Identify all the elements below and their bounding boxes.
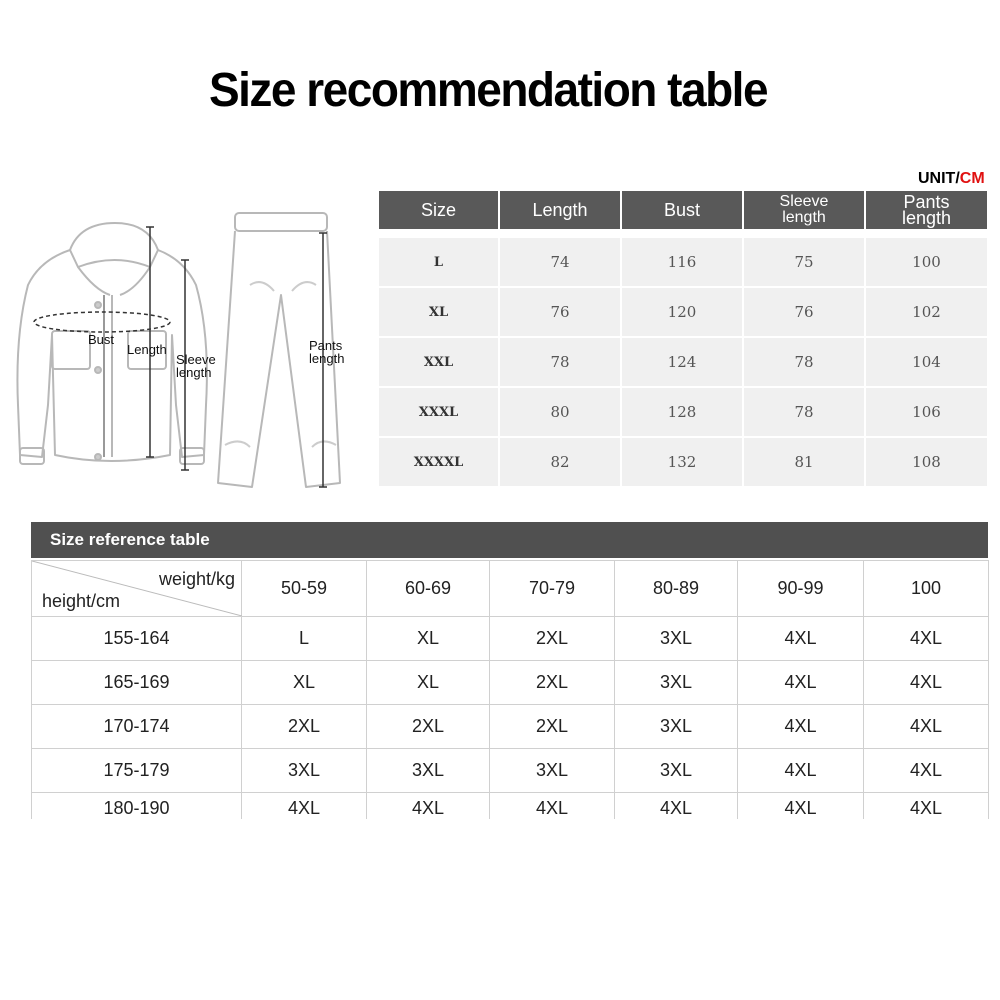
recommended-size-cell: 4XL bbox=[490, 793, 615, 820]
page-title: Size recommendation table bbox=[208, 61, 768, 117]
weight-header-cell: 50-59 bbox=[242, 561, 367, 617]
recommended-size-cell: 4XL bbox=[864, 705, 989, 749]
size-cell: L bbox=[379, 238, 498, 286]
length-label: Length bbox=[127, 342, 167, 357]
measure-cell: 76 bbox=[500, 288, 620, 336]
measurement-table bbox=[379, 191, 987, 486]
measure-cell: 100 bbox=[866, 238, 987, 286]
measure-cell: 81 bbox=[744, 438, 864, 486]
weight-header-cell: 70-79 bbox=[490, 561, 615, 617]
recommended-size-cell: L bbox=[242, 617, 367, 661]
recommended-size-cell: XL bbox=[242, 661, 367, 705]
height-cell: 155-164 bbox=[32, 617, 242, 661]
size-cell: XL bbox=[379, 288, 498, 336]
measurement-row bbox=[379, 338, 987, 386]
header-sleeve-length: Sleeve length bbox=[744, 191, 864, 229]
recommended-size-cell: 2XL bbox=[367, 705, 490, 749]
recommended-size-cell: 4XL bbox=[864, 661, 989, 705]
recommended-size-cell: 3XL bbox=[490, 749, 615, 793]
recommended-size-cell: 2XL bbox=[490, 617, 615, 661]
measure-cell: 78 bbox=[744, 388, 864, 436]
recommended-size-cell: 2XL bbox=[242, 705, 367, 749]
size-cell: XXL bbox=[379, 338, 498, 386]
clothing-diagram bbox=[0, 205, 380, 505]
header-pants-length: Pants length bbox=[866, 191, 987, 229]
measure-cell: 120 bbox=[622, 288, 742, 336]
recommended-size-cell: 2XL bbox=[490, 661, 615, 705]
measure-cell: 106 bbox=[866, 388, 987, 436]
reference-row bbox=[32, 749, 989, 793]
pants-label-1: Pants bbox=[309, 338, 343, 353]
measure-cell: 102 bbox=[866, 288, 987, 336]
measure-cell: 78 bbox=[500, 338, 620, 386]
measure-cell: 76 bbox=[744, 288, 864, 336]
header-bust: Bust bbox=[622, 191, 742, 229]
reference-table-title: Size reference table bbox=[31, 522, 988, 558]
recommended-size-cell: XL bbox=[367, 661, 490, 705]
measure-cell: 132 bbox=[622, 438, 742, 486]
recommended-size-cell: 4XL bbox=[738, 661, 864, 705]
recommended-size-cell: 3XL bbox=[615, 661, 738, 705]
recommended-size-cell: 4XL bbox=[242, 793, 367, 820]
unit-label bbox=[918, 170, 985, 188]
measure-cell: 82 bbox=[500, 438, 620, 486]
header-length: Length bbox=[500, 191, 620, 229]
recommended-size-cell: 2XL bbox=[490, 705, 615, 749]
measurement-row bbox=[379, 238, 987, 286]
sleeve-label-2: length bbox=[176, 365, 212, 380]
weight-axis-label: weight/kg bbox=[158, 569, 235, 589]
recommended-size-cell: 4XL bbox=[864, 793, 989, 820]
recommended-size-cell: 3XL bbox=[615, 617, 738, 661]
measure-cell: 116 bbox=[622, 238, 742, 286]
recommended-size-cell: 3XL bbox=[367, 749, 490, 793]
reference-row bbox=[32, 617, 989, 661]
reference-row bbox=[32, 661, 989, 705]
measure-cell: 74 bbox=[500, 238, 620, 286]
measurement-row bbox=[379, 388, 987, 436]
height-cell: 180-190 bbox=[32, 793, 242, 820]
measurement-header-row bbox=[379, 191, 987, 229]
measure-cell: 108 bbox=[866, 438, 987, 486]
weight-header-cell: 100 bbox=[864, 561, 989, 617]
height-cell: 170-174 bbox=[32, 705, 242, 749]
recommended-size-cell: 4XL bbox=[738, 705, 864, 749]
height-axis-label: height/cm bbox=[42, 591, 121, 611]
recommended-size-cell: 4XL bbox=[738, 617, 864, 661]
recommended-size-cell: 4XL bbox=[367, 793, 490, 820]
size-cell: XXXL bbox=[379, 388, 498, 436]
measure-cell: 128 bbox=[622, 388, 742, 436]
header-size: Size bbox=[379, 191, 498, 229]
unit-cm: CM bbox=[959, 170, 985, 187]
weight-header-cell: 90-99 bbox=[738, 561, 864, 617]
measurement-row bbox=[379, 438, 987, 486]
recommended-size-cell: 3XL bbox=[615, 705, 738, 749]
pants-label-2: length bbox=[309, 351, 345, 366]
measure-cell: 104 bbox=[866, 338, 987, 386]
recommended-size-cell: 4XL bbox=[864, 617, 989, 661]
recommended-size-cell: 3XL bbox=[242, 749, 367, 793]
height-cell: 175-179 bbox=[32, 749, 242, 793]
recommended-size-cell: 4XL bbox=[864, 749, 989, 793]
weight-header-cell: 80-89 bbox=[615, 561, 738, 617]
recommended-size-cell: 3XL bbox=[615, 749, 738, 793]
size-cell: XXXXL bbox=[379, 438, 498, 486]
height-cell: 165-169 bbox=[32, 661, 242, 705]
recommended-size-cell: 4XL bbox=[738, 749, 864, 793]
measure-cell: 75 bbox=[744, 238, 864, 286]
recommended-size-cell: 4XL bbox=[738, 793, 864, 820]
measure-cell: 78 bbox=[744, 338, 864, 386]
unit-prefix: UNIT/ bbox=[918, 170, 960, 187]
corner-cell bbox=[32, 561, 242, 617]
measure-cell: 80 bbox=[500, 388, 620, 436]
measure-cell: 124 bbox=[622, 338, 742, 386]
reference-table bbox=[31, 560, 989, 819]
bust-label: Bust bbox=[88, 332, 115, 347]
reference-row bbox=[32, 705, 989, 749]
reference-row bbox=[32, 793, 989, 820]
recommended-size-cell: XL bbox=[367, 617, 490, 661]
recommended-size-cell: 4XL bbox=[615, 793, 738, 820]
weight-header-cell: 60-69 bbox=[367, 561, 490, 617]
reference-header-row bbox=[32, 561, 989, 617]
sleeve-label-1: Sleeve bbox=[176, 352, 216, 367]
measurement-row bbox=[379, 288, 987, 336]
